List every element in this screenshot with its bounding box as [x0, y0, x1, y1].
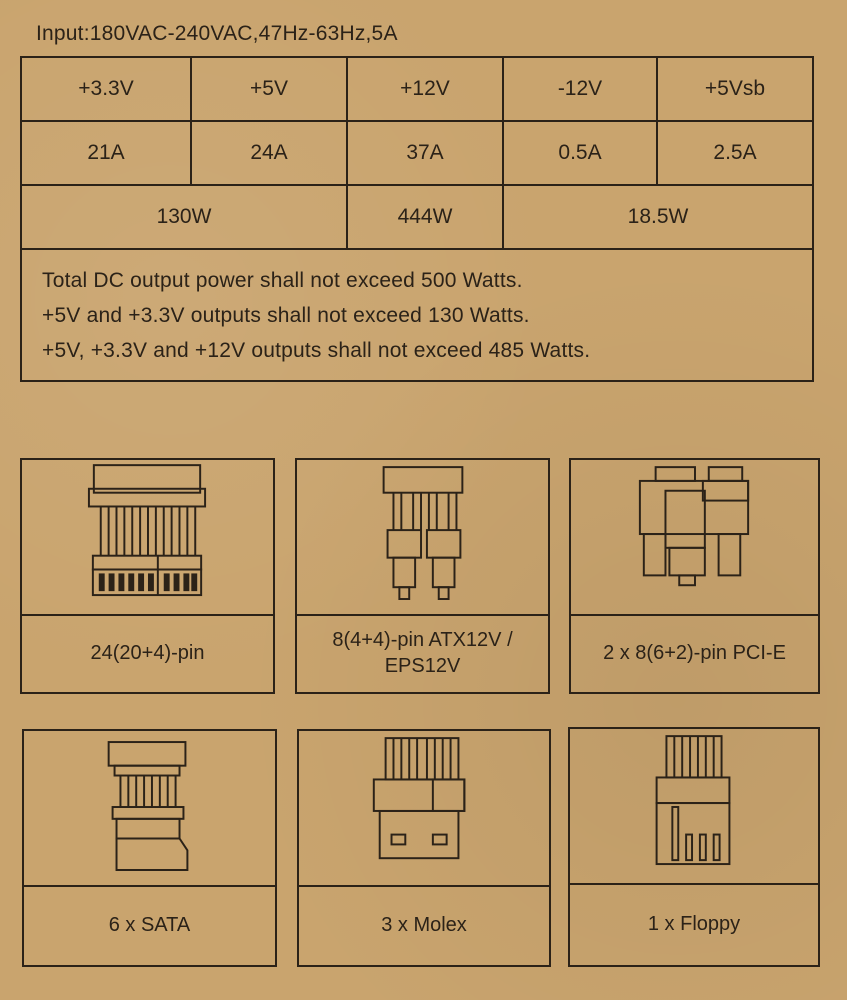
output-spec-table [20, 56, 814, 382]
connector-label: 3 x Molex [381, 914, 467, 936]
note-line: +5V, +3.3V and +12V outputs shall not exceed 485 Watts. [42, 338, 591, 362]
molex-connector-icon [299, 731, 549, 887]
connector-card-sata [22, 729, 277, 967]
voltage-cell: +3.3V [21, 57, 191, 121]
voltage-cell: +5V [191, 57, 347, 121]
notes-row [21, 249, 813, 381]
power-row [21, 185, 813, 249]
sata-connector-icon [24, 731, 275, 887]
pcie-8pin-connector-icon [571, 460, 818, 616]
current-cell: 2.5A [657, 121, 813, 185]
current-cell: 24A [191, 121, 347, 185]
connector-label-line: 8(4+4)-pin ATX12V / [332, 629, 513, 651]
voltage-cell: +5Vsb [657, 57, 813, 121]
connector-label-line: EPS12V [384, 655, 461, 677]
atx12v-8pin-connector-icon [297, 460, 548, 616]
current-row [21, 121, 813, 185]
connector-card-molex [297, 729, 551, 967]
voltage-cell: -12V [503, 57, 657, 121]
connector-label: 24(20+4)-pin [90, 642, 205, 664]
floppy-connector-icon [570, 729, 818, 885]
note-line: +5V and +3.3V outputs shall not exceed 130 Watts. [42, 303, 530, 327]
connector-label: 2 x 8(6+2)-pin PCI-E [603, 642, 786, 664]
atx-24pin-connector-icon [22, 460, 273, 616]
connector-label: 1 x Floppy [647, 913, 741, 935]
connector-card-pcie [569, 458, 820, 694]
current-cell: 21A [21, 121, 191, 185]
connector-card-floppy [568, 727, 820, 967]
power-cell-3v3-5v: 130W [21, 185, 347, 249]
voltage-cell: +12V [347, 57, 503, 121]
current-cell: 37A [347, 121, 503, 185]
connector-label: 6 x SATA [108, 914, 191, 936]
connector-label [297, 614, 548, 692]
current-cell: 0.5A [503, 121, 657, 185]
notes-cell [21, 249, 813, 381]
power-cell-12v: 444W [347, 185, 503, 249]
note-line: Total DC output power shall not exceed 500 Watts. [42, 268, 523, 292]
connector-card-atx12v [295, 458, 550, 694]
connector-card-24pin [20, 458, 275, 694]
input-spec: Input:180VAC-240VAC,47Hz-63Hz,5A [36, 22, 398, 45]
power-cell-neg12-5vsb: 18.5W [503, 185, 813, 249]
voltage-row [21, 57, 813, 121]
